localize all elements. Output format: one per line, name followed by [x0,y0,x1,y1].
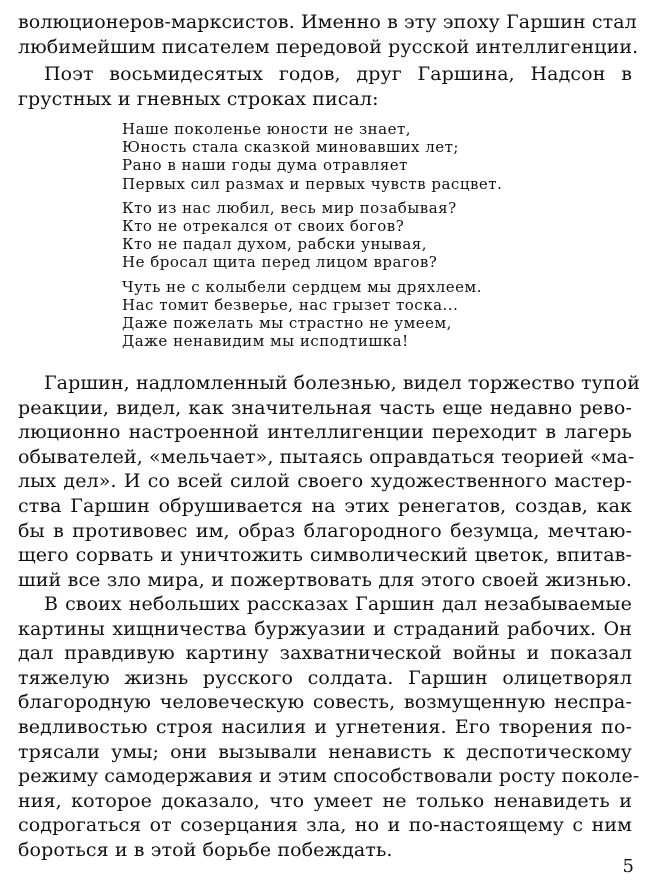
poem-line: Кто из нас любил, весь мир позабывая? [122,198,457,217]
text-line: любимейшим писателем передовой русской интеллигенции. [18,35,639,58]
poem-line: Не бросал щита перед лицом врагов? [122,253,438,272]
poem [122,120,522,356]
paragraph-1 [18,10,639,59]
text-line: ния, которое доказало, что умеет не только ненавидеть и [18,789,632,812]
text-line: волюционеров-марксистов. Именно в эту эпоху Гаршин стал [18,11,637,33]
text-line: реакции, видел, как значительная часть еще недавно рево- [18,396,632,419]
text-line: ства Гаршин обрушивается на этих ренегатов, создав, как [18,494,632,517]
poem-line: Юность стала сказкой миновавших лет; [122,138,459,157]
text-line: ший все зло мира, и пожертвовать для этого своей жизнью. [18,568,632,591]
text-line: Гаршин, надломленный болезнью, видел торжество тупой [44,372,640,394]
paragraph-3 [18,371,640,592]
text-line: лых дел». И со всей силой своего художественного мастер- [18,470,632,493]
text-line: ведливостью строя насилия и угнетения. Его творения по- [18,715,632,738]
text-line: тяжелую жизнь русского солдата. Гаршин олицетворял [18,666,632,689]
text-line: бы в противовес им, образ благородного безумца, мечтаю- [18,519,632,542]
poem-line: Чуть не с колыбели сердцем мы дряхлеем. [122,277,482,296]
text-line: обывателей, «мельчает», пытаясь оправдаться теорией «ма- [18,445,635,468]
poem-line: Кто не падал духом, рабски унывая, [122,235,428,254]
paragraph-4 [18,592,640,863]
poem-stanza [122,199,522,272]
text-line: режиму самодержавия и этим способствовали росту поколе- [18,765,640,788]
poem-line: Кто не отрекался от своих богов? [122,216,405,235]
poem-line: Рано в наши годы дума отравляет [122,156,408,175]
text-line: картины хищничества буржуазии и страданий рабочих. Он [18,617,632,640]
text-line: люционно настроенной интеллигенции переходит в лагерь [18,421,632,444]
text-line: благородную человеческую совесть, возмущенную неспра- [18,691,632,714]
poem-line: Первых сил размах и первых чувств расцвет. [122,174,503,193]
text-line: В своих небольших рассказах Гаршин дал незабываемые [44,593,632,615]
poem-line: Даже ненавидим мы исподтишка! [122,332,409,351]
text-line: трясали умы; они вызывали ненависть к деспотическому [18,740,632,763]
poem-stanza [122,278,522,351]
text-line: бороться и в этой борьбе побеждать. [18,838,393,861]
text-line: дал правдивую картину захватнической войны и показал [18,642,632,665]
text-line: грустных и гневных строках писал: [18,87,379,110]
text-line: щего сорвать и уничтожить символический цветок, впитав- [18,544,632,567]
poem-line: Даже пожелать мы страстно не умеем, [122,313,452,332]
poem-line: Наше поколенье юности не знает, [122,120,412,138]
text-line: содрогаться от созерцания зла, но и по-настоящему с ним [18,814,632,837]
page-number: 5 [622,856,634,877]
poem-line: Нас томит безверье, нас грызет тоска... [122,295,459,314]
text-line: Поэт восьмидесятых годов, друг Гаршина, Надсон в [44,63,632,85]
poem-stanza [122,120,522,193]
paragraph-2 [18,62,632,111]
